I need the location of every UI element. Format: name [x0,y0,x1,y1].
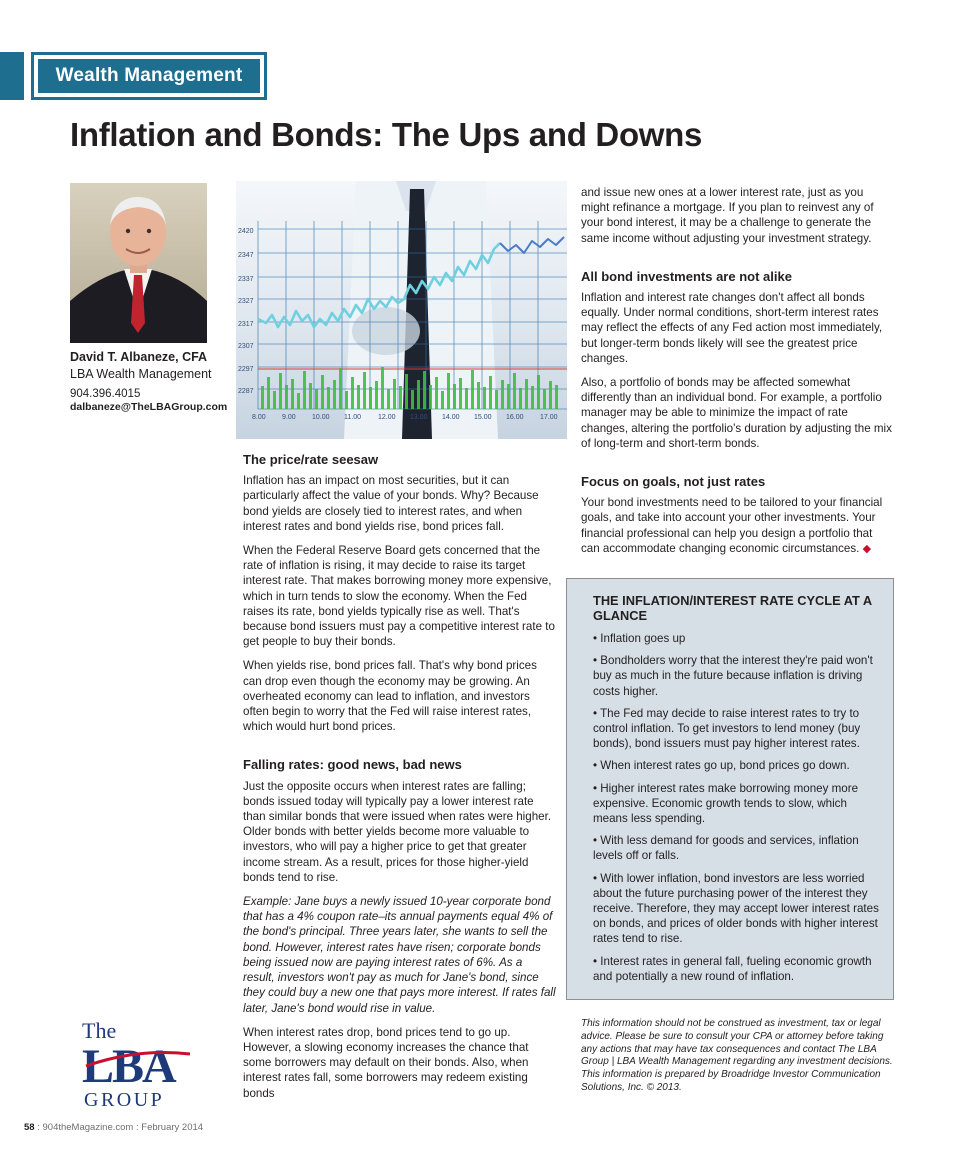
author-phone: 904.396.4015 [70,388,141,400]
article-column-right [581,185,893,566]
chart-x-tick: 14.00 [442,414,460,421]
author-portrait [70,183,207,343]
paragraph: When yields rise, bond prices fall. That's why bond prices can drop even though the economy may be growing. An overheated economy can lead to inflation, and investors often begin to worry that the Fed will raise interest rates, which would hurt bond prices. [243,659,537,734]
paragraph: When the Federal Reserve Board gets concerned that the rate of inflation is rising, it may decide to raise its target interest rate. That makes borrowing money more expensive, which in turn tends to slow the economy. When the Fed raises its rate, bond yields typically rise as well. That's because bond issuers must pay a competitive interest rate to get people to buy their bonds. [243,544,555,649]
chart-x-tick: 9.00 [282,414,296,421]
lba-group-logo [82,1018,192,1110]
sidebar-item: • Higher interest rates make borrowing money more expensive. Economic growth tends to slow, which means less spending. [593,781,881,827]
page-number: 58 [24,1122,35,1133]
chart-y-tick: 2420 [238,228,254,235]
sidebar-list [593,631,881,984]
paragraph-text: Your bond investments need to be tailored to your financial goals, and take into account your other investments. Your financial professional can help you design a portfolio that can accommodate changing economic circumstances. [581,496,883,555]
paragraph: When interest rates drop, bond prices tend to go up. However, a slowing economy increases the chance that some borrowers may default on their bonds. Also, when interest rates fall, some borrowers may redeem existing bonds [243,1025,529,1100]
chart-x-tick: 11.00 [344,414,361,421]
paragraph: and issue new ones at a lower interest rate, just as you might refinance a mortgage. If you plan to reinvest any of your bond interest, it may be a challenge to generate the same income without adjusting your investment strategy. [581,186,874,245]
chart-x-tick: 8.00 [252,414,266,421]
author-email[interactable]: dalbaneze@TheLBAGroup.com [70,401,228,413]
chart-y-tick: 2337 [238,276,254,283]
sidebar-item: • The Fed may decide to raise interest rates to try to control inflation. To get investors to lend money (buy bonds), bond issuers must pay higher interest rates. [593,706,881,752]
disclaimer: This information should not be construed as investment, tax or legal advice. Please be sure to consult your CPA or attorney before taking any actions that may have tax consequences and contact The LBA Group | LBA Wealth Management regarding any investment decisions. This information is prepared by Broadridge Investor Communication Solutions, Inc. © 2013. [581,1018,893,1093]
sidebar-title: THE INFLATION/INTEREST RATE CYCLE AT A GLANCE [593,593,872,623]
chart-x-tick: 16.00 [506,414,524,421]
subhead-price-rate-seesaw: The price/rate seesaw [243,452,379,467]
section-tab-bar [0,52,24,100]
chart-y-tick: 2307 [238,343,254,350]
end-mark-icon: ◆ [862,542,872,555]
footer-issue: February 2014 [141,1122,204,1133]
chart-y-tick: 2347 [238,252,254,259]
subhead-bond-investments-not-alike: All bond investments are not alike [581,268,792,284]
logo-group: GROUP [84,1089,165,1110]
chart-y-tick: 2317 [238,321,254,328]
chart-x-tick: 15.00 [474,414,492,421]
sidebar-item: • Interest rates in general fall, fueling economic growth and potentially a new round of inflation. [593,954,881,984]
article-column-middle [243,452,557,1110]
headline: Inflation and Bonds: The Ups and Downs [70,116,703,153]
sidebar-cycle-box [566,578,894,1000]
sidebar-item: • With less demand for goods and services, inflation levels off or falls. [593,833,881,863]
chart-x-tick: 10.00 [312,414,330,421]
logo-the: The [82,1018,117,1043]
paragraph-final [581,495,893,557]
chart-x-tick: 17.00 [540,414,558,421]
chart-y-tick: 2287 [238,388,254,395]
chart-y-tick: 2297 [238,366,254,373]
section-tag-label: Wealth Management [38,59,260,93]
paragraph: Inflation and interest rate changes don't affect all bonds equally. Under normal conditions, short-term interest rates may reflect the effects of any Fed action most immediately, but longer-term bonds likely will see the greatest price changes. [581,291,883,365]
sidebar-item: • When interest rates go up, bond prices go down. [593,758,881,773]
footer-source: 904theMagazine.com [42,1122,134,1133]
paragraph: Also, a portfolio of bonds may be affected somewhat differently than an individual bond. For example, a portfolio manager may be able to minimize the impact of rate changes, altering the portfolio's duration by adjusting the mix of long-term and short-term bonds. [581,376,892,450]
sidebar-item: • Bondholders worry that the interest they're paid won't buy as much in the future because inflation is driving costs higher. [593,653,881,699]
chart-x-tick: 13.00 [410,414,428,421]
author-name: David T. Albaneze, CFA [70,350,208,364]
chart-x-tick: 12.00 [378,414,396,421]
paragraph: Inflation has an impact on most securities, but it can particularly affect the value of your bonds. Why? Because bond yields are closely tied to interest rates, and when interest rates and bond yields rise, bond prices fall. [243,474,539,533]
sidebar-item: • Inflation goes up [593,631,881,646]
author-org: LBA Wealth Management [70,367,212,381]
logo-lba: LBA [82,1040,175,1093]
subhead-focus-on-goals: Focus on goals, not just rates [581,474,766,490]
sidebar-item: • With lower inflation, bond investors are less worried about the future purchasing power of the interest they receive. Therefore, they may accept lower interest rates on bonds, and prices of older bonds with higher interest rates tend to rise. [593,871,881,947]
hero-chart-image [236,181,567,439]
page-footer: 58 : 904theMagazine.com : February 2014 [24,1122,204,1133]
section-tag [31,52,267,100]
chart-y-tick: 2327 [238,298,254,305]
subhead-falling-rates: Falling rates: good news, bad news [243,757,462,773]
paragraph: Just the opposite occurs when interest rates are falling; bonds issued today will typically pay a lower interest rate than similar bonds that were issued when rates were higher. Older bonds with better yields become more valuable to investors, who will pay a higher price to get that greater income stream. As a result, prices for those higher-yield bonds tend to rise. [243,779,552,884]
example-paragraph: Example: Jane buys a newly issued 10-year corporate bond that has a 4% coupon rate–its annual payments equal 4% of the bond's principal. Three years later, she wants to sell the bond. However, interest rates have risen; corporate bonds being issued now are paying interest rates of 6%. As a result, investors won't pay as much for Jane's bond, since they could buy a new one that pays more interest. If rates fall later, Jane's bond would rise in value. [243,895,556,1015]
